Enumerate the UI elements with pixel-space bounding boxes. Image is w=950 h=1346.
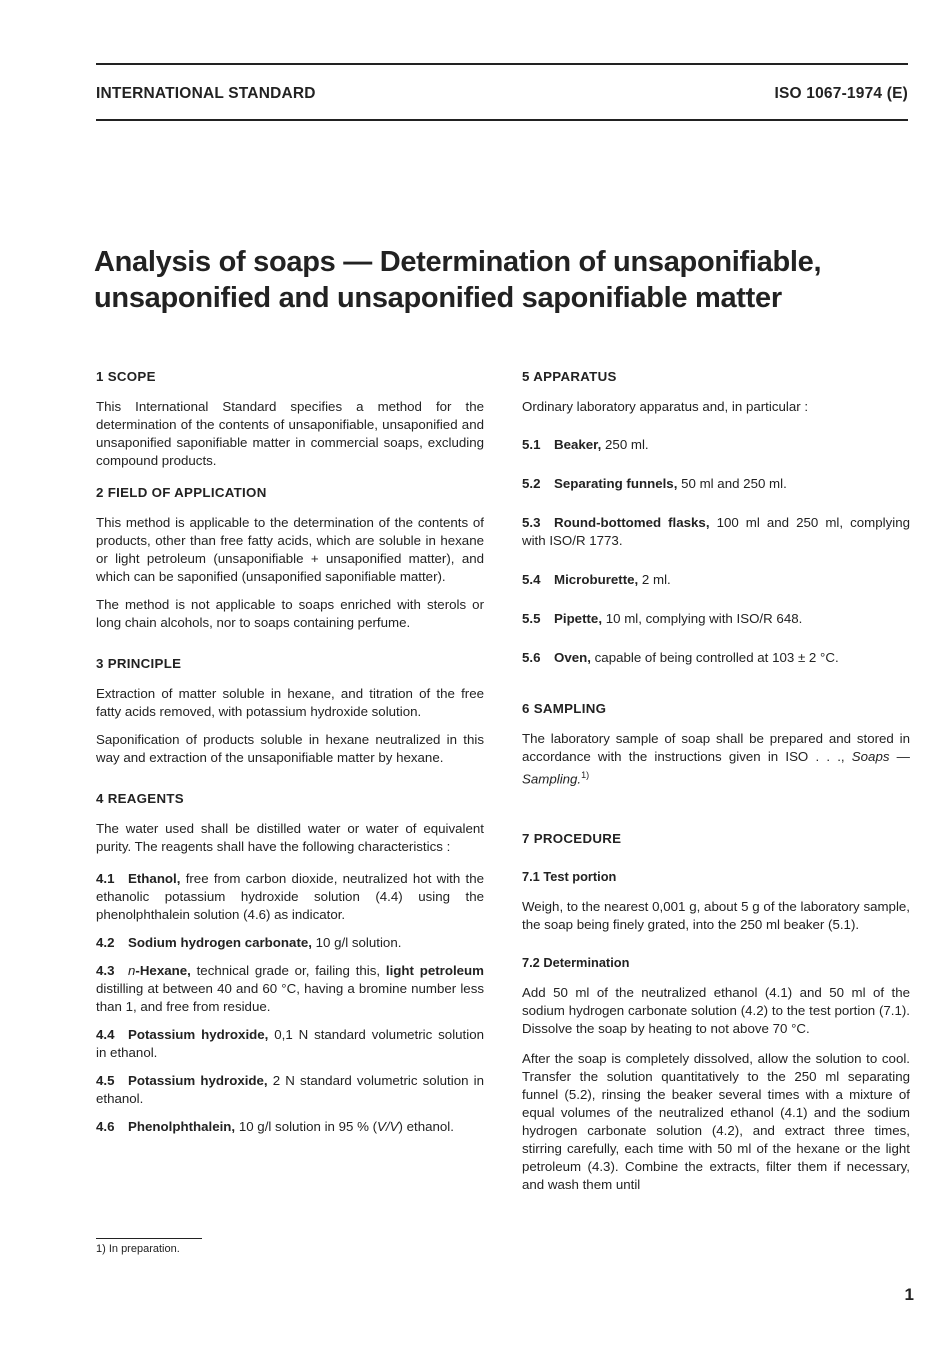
sampling-reference: Soaps — Sampling.: [522, 749, 910, 787]
footnote-marker: 1): [581, 770, 590, 780]
header-top-rule: [96, 63, 908, 65]
clause-7-2-heading: 7.2 Determination: [522, 955, 630, 971]
reagent-text-2: ) ethanol.: [398, 1119, 454, 1134]
apparatus-text: 100 ml and 250 ml, complying with ISO/R 1773.: [522, 515, 910, 548]
apparatus-name: Oven,: [554, 650, 591, 665]
apparatus-text: capable of being controlled at 103 ± 2 °C.: [590, 650, 839, 665]
clause-number: 5.6: [522, 650, 541, 665]
section-6-text: [522, 730, 910, 788]
clause-number: 4.3: [96, 963, 115, 978]
section-4-intro: The water used shall be distilled water or water of equivalent purity. The reagents shall have the following characteristics :: [96, 821, 484, 854]
section-2-heading: 2 FIELD OF APPLICATION: [96, 485, 267, 500]
page-number: 1: [904, 1285, 914, 1304]
reagent-4-5: [96, 1072, 484, 1108]
clause-number: 4.2: [96, 935, 115, 950]
clause-7-1-heading: 7.1 Test portion: [522, 869, 617, 885]
header-left: INTERNATIONAL STANDARD: [96, 85, 316, 102]
reagent-name-2: light petroleum: [385, 963, 484, 978]
section-3-text-2: Saponification of products soluble in hexane neutralized in this way and extraction of the unsaponifiable matter by hexane.: [96, 732, 484, 765]
clause-7-1-text: Weigh, to the nearest 0,001 g, about 5 g of the laboratory sample, the soap being finely grated, into the 250 ml beaker (5.1).: [522, 899, 910, 933]
apparatus-name: Round-bottomed flasks,: [554, 515, 710, 530]
reagent-name: Potassium hydroxide,: [128, 1073, 268, 1088]
reagent-4-2: [96, 934, 484, 952]
section-5-heading: 5 APPARATUS: [522, 369, 617, 384]
clause-7-2-text-2: After the soap is completely dissolved, allow the solution to cool. Transfer the solution quantitatively to the 250 ml separating funnel (5.2), rinsing the beaker several times with a mixture of equal volumes of the neutralized ethanol (4.1) and the sodium hydrogen carbonate solution (4.2), and extract three times, stirring carefully, each time with 50 ml of the hexane or the light petroleum (4.3). Combine the extracts, filter them if necessary, and wash them until: [522, 1051, 910, 1193]
apparatus-5-5: [522, 610, 910, 628]
footnote: 1) In preparation.: [96, 1243, 180, 1255]
clause-number: 5.2: [522, 476, 541, 491]
section-4-heading: 4 REAGENTS: [96, 791, 184, 806]
reagent-text: 2 N standard volumetric solution in ethanol.: [96, 1073, 484, 1106]
document-title: [94, 244, 894, 316]
reagent-name: Ethanol,: [128, 871, 181, 886]
apparatus-5-2: [522, 475, 910, 493]
reagent-text-2: distilling at between 40 and 60 °C, having a bromine number less than 1, and free from residue.: [96, 981, 484, 1014]
reagent-text: 10 g/l solution in 95 % (: [235, 1119, 378, 1134]
footnote-rule: [96, 1238, 202, 1239]
header-bottom-rule: [96, 119, 908, 121]
clause-number: 4.5: [96, 1073, 115, 1088]
section-1-heading: 1 SCOPE: [96, 369, 156, 384]
clause-number: 5.3: [522, 515, 541, 530]
reagent-4-4: [96, 1026, 484, 1062]
title-line-1: Analysis of soaps — Determination of unsaponifiable,: [94, 246, 822, 278]
reagent-4-1: [96, 870, 484, 924]
reagent-name: Phenolphthalein,: [128, 1119, 236, 1134]
right-column: [522, 368, 910, 1194]
section-3-text-1: Extraction of matter soluble in hexane, and titration of the free fatty acids removed, with potassium hydroxide solution.: [96, 686, 484, 719]
clause-number: 4.6: [96, 1119, 115, 1134]
reagent-name: Potassium hydroxide,: [128, 1027, 269, 1042]
clause-number: 5.1: [522, 437, 541, 452]
apparatus-5-1: [522, 436, 910, 454]
reagent-text: 0,1 N standard volumetric solution in ethanol.: [96, 1027, 484, 1060]
left-column: [96, 368, 484, 1136]
reagent-prefix: n: [128, 963, 136, 978]
reagent-vv: V/V: [377, 1119, 399, 1134]
clause-number: 5.5: [522, 611, 541, 626]
apparatus-text: 2 ml.: [638, 572, 671, 587]
clause-number: 4.1: [96, 871, 115, 886]
clause-7-2-text-1: Add 50 ml of the neutralized ethanol (4.1) and 50 ml of the sodium hydrogen carbonate solution (4.2) to the test portion (7.1). Dissolve the soap by heating to not above 70 °C.: [522, 985, 910, 1037]
section-2-text-1: This method is applicable to the determination of the contents of products, other than free fatty acids, which are soluble in hexane or light petroleum (unsaponifiable + unsaponified matter), and which can be saponified (unsaponified saponifiable matter).: [96, 515, 484, 584]
section-6-heading: 6 SAMPLING: [522, 701, 607, 716]
reagent-text: 10 g/l solution.: [311, 935, 402, 950]
section-3-heading: 3 PRINCIPLE: [96, 656, 182, 671]
apparatus-name: Pipette,: [554, 611, 603, 626]
reagent-4-6: [96, 1118, 484, 1136]
reagent-4-3: [96, 962, 484, 1016]
reagent-name: -Hexane,: [135, 963, 191, 978]
apparatus-5-3: [522, 514, 910, 550]
apparatus-text: 50 ml and 250 ml.: [677, 476, 787, 491]
clause-number: 5.4: [522, 572, 541, 587]
apparatus-text: 250 ml.: [601, 437, 649, 452]
reagent-text: free from carbon dioxide, neutralized hot with the ethanolic potassium hydroxide solution (4.4) using the phenolphthalein solution (4.6) as indicator.: [96, 871, 484, 922]
section-5-intro: Ordinary laboratory apparatus and, in particular :: [522, 399, 809, 414]
apparatus-name: Microburette,: [554, 572, 639, 587]
title-line-2: unsaponified and unsaponified saponifiable matter: [94, 282, 782, 314]
clause-number: 4.4: [96, 1027, 115, 1042]
apparatus-5-4: [522, 571, 910, 589]
section-1-text: This International Standard specifies a method for the determination of the contents of unsaponifiable, unsaponified and unsaponified saponifiable matter in commercial soaps, excluding compound products.: [96, 399, 484, 468]
apparatus-5-6: [522, 649, 910, 667]
apparatus-text: 10 ml, complying with ISO/R 648.: [602, 611, 803, 626]
section-7-heading: 7 PROCEDURE: [522, 831, 622, 847]
sampling-text: The laboratory sample of soap shall be prepared and stored in accordance with the instructions given in ISO . . .,: [522, 731, 910, 764]
section-2-text-2: The method is not applicable to soaps enriched with sterols or long chain alcohols, nor to soaps containing perfume.: [96, 597, 484, 630]
reagent-text-1: technical grade or, failing this,: [190, 963, 386, 978]
header-right: ISO 1067-1974 (E): [774, 85, 908, 102]
reagent-name: Sodium hydrogen carbonate,: [128, 935, 312, 950]
apparatus-name: Beaker,: [554, 437, 602, 452]
apparatus-name: Separating funnels,: [554, 476, 678, 491]
